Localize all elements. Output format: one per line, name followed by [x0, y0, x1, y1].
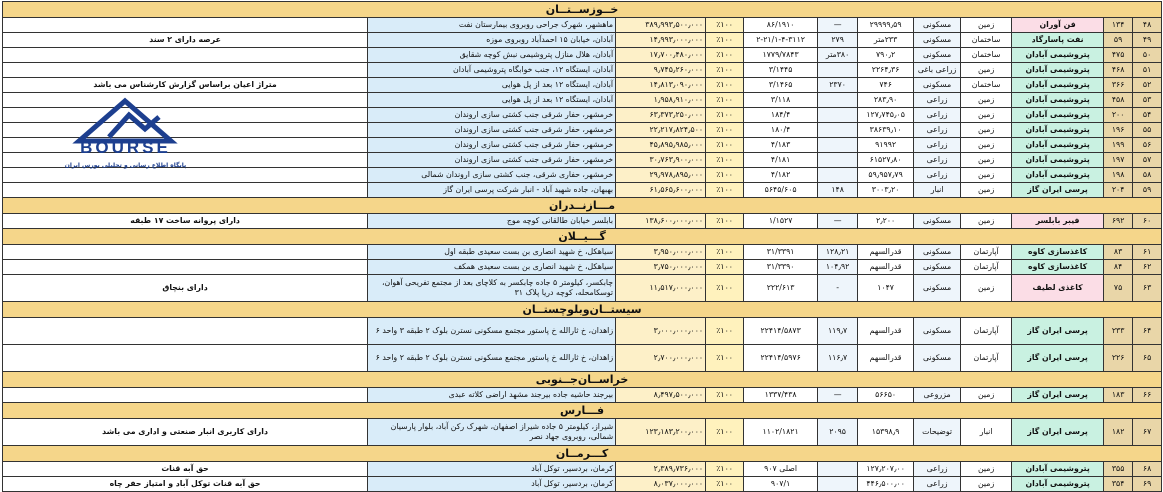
ownership-percent-cell: ٪۱۰۰ [706, 63, 744, 78]
row-number-cell: ۵۵ [1133, 123, 1162, 138]
usage-type-cell: زراعی [914, 477, 961, 492]
price-cell: ۲۲٫۲۱۷٫۸۲۴٫۵۰۰ [616, 123, 706, 138]
usage-type-cell: مسکونی [914, 214, 961, 229]
property-kind-cell: زمین [961, 388, 1012, 403]
plaque-cell: ۱۳۳۷/۴۳۸ [744, 388, 818, 403]
price-cell: ۸٫۴۹۷٫۵۰۰٫۰۰۰ [616, 388, 706, 403]
region-header-row [3, 2, 1162, 18]
property-kind-cell: زمین [961, 63, 1012, 78]
note-cell: حق آبه قنات توکل آباد و امتیاز حفر چاه [3, 477, 368, 492]
note-cell: متراژ اعیان براساس گزارش کارشناس می باشد [3, 78, 368, 93]
building-area-cell [818, 138, 858, 153]
address-cell: شیراز، کیلومتر ۵ جاده شیراز اصفهان، شهرک رکن آباد، بلوار پارسیان شمالی، روبروی جهاد نصر [368, 419, 616, 446]
address-cell: چابکسر، کیلومتر ۵ جاده چابکسر به کلاچای بعد از مجتمع تفریحی آهوان، توسکامحله، کوچه دریا پلاک ۳۱ [368, 275, 616, 302]
bourse-logo-text: BOURSE [80, 138, 171, 157]
code-cell: ۱۹۶ [1104, 123, 1133, 138]
area-cell: ۵۶۶۵۰ [858, 388, 914, 403]
plaque-cell: ۳۱/۳۳۹۰ [744, 260, 818, 275]
owner-company-cell: پتروشیمی آبادان [1012, 108, 1104, 123]
usage-type-cell: مسکونی [914, 260, 961, 275]
property-kind-cell: ساختمان [961, 78, 1012, 93]
address-cell: بیرجند حاشیه جاده بیرجند مشهد اراضی کلاته عبدی [368, 388, 616, 403]
region-title: سیستــان‌وبلوچستــان [3, 302, 1162, 318]
building-area-cell: ۱۴۸ [818, 183, 858, 198]
property-kind-cell: انبار [961, 419, 1012, 446]
usage-type-cell: مسکونی [914, 245, 961, 260]
address-cell: خرمشهر، حفار شرقی جنب کشتی سازی اروندان [368, 108, 616, 123]
ownership-percent-cell: ٪۱۰۰ [706, 419, 744, 446]
building-area-cell: — [818, 388, 858, 403]
area-cell: ۱۵۳۹۸٫۹ [858, 419, 914, 446]
building-area-cell: — [818, 214, 858, 229]
building-area-cell: - [818, 275, 858, 302]
table-row [3, 462, 1162, 477]
plaque-cell: ۵۶۴۵/۶۰۵ [744, 183, 818, 198]
ownership-percent-cell: ٪۱۰۰ [706, 153, 744, 168]
code-cell: ۸۴ [1104, 260, 1133, 275]
row-number-cell: ۵۱ [1133, 63, 1162, 78]
plaque-cell: ۴/۱۸۱ [744, 153, 818, 168]
price-cell: ۹٫۷۴۵٫۲۶۰٫۰۰۰ [616, 63, 706, 78]
row-number-cell: ۶۴ [1133, 318, 1162, 345]
property-kind-cell: آپارتمان [961, 318, 1012, 345]
area-cell: قدرالسهم [858, 245, 914, 260]
note-cell [3, 388, 368, 403]
table-row [3, 214, 1162, 229]
property-kind-cell: زمین [961, 183, 1012, 198]
ownership-percent-cell: ٪۱۰۰ [706, 123, 744, 138]
price-cell: ۱۲۳٫۱۸۳٫۲۰۰٫۰۰۰ [616, 419, 706, 446]
code-cell: ۳۵۴ [1104, 477, 1133, 492]
note-cell [3, 183, 368, 198]
building-area-cell: ۱۲۸٫۲۱ [818, 245, 858, 260]
usage-type-cell: زراعی [914, 93, 961, 108]
note-cell [3, 345, 368, 372]
building-area-cell: ۱۰۴٫۹۲ [818, 260, 858, 275]
code-cell: ۱۸۳ [1104, 388, 1133, 403]
usage-type-cell: مسکونی [914, 48, 961, 63]
price-cell: ۱۷٫۷۰۰٫۴۸۰٫۰۰۰ [616, 48, 706, 63]
plaque-cell: ۱۱۰۲/۱۸۲۱ [744, 419, 818, 446]
building-area-cell [818, 462, 858, 477]
ownership-percent-cell: ٪۱۰۰ [706, 168, 744, 183]
region-title: مـــازنــدران [3, 198, 1162, 214]
area-cell: ۲۳۳متر [858, 33, 914, 48]
owner-company-cell: فن آوران [1012, 18, 1104, 33]
ownership-percent-cell: ٪۱۰۰ [706, 345, 744, 372]
plaque-cell: ۲-۲۱/۱-۴-۳۱۱۲ [744, 33, 818, 48]
property-kind-cell: زمین [961, 138, 1012, 153]
ownership-percent-cell: ٪۱۰۰ [706, 275, 744, 302]
building-area-cell [818, 153, 858, 168]
property-kind-cell: زمین [961, 214, 1012, 229]
address-cell: خرمشهر، حفار شرقی جنب کشتی سازی اروندان [368, 123, 616, 138]
ownership-percent-cell: ٪۱۰۰ [706, 260, 744, 275]
note-cell [3, 93, 368, 169]
owner-company-cell: پرسی ایران گاز [1012, 388, 1104, 403]
area-cell: ۶۱۵۲۷٫۸۰ [858, 153, 914, 168]
table-row [3, 275, 1162, 302]
price-cell: ۱۱٫۵۱۷٫۰۰۰٫۰۰۰ [616, 275, 706, 302]
table-row [3, 318, 1162, 345]
address-cell: خرمشهر، حفار شرقی جنب کشتی سازی اروندان [368, 138, 616, 153]
row-number-cell: ۶۵ [1133, 345, 1162, 372]
address-cell: آبادان، ایستگاه ۱۲ بعد از پل هوایی [368, 78, 616, 93]
table-row [3, 63, 1162, 78]
owner-company-cell: پتروشیمی آبادان [1012, 477, 1104, 492]
bourse-logo-mark [53, 97, 198, 169]
price-cell: ۶۱٫۵۶۵٫۶۰۰٫۰۰۰ [616, 183, 706, 198]
bourse-logo [53, 97, 198, 169]
note-cell [3, 63, 368, 78]
code-cell: ۶۹۲ [1104, 214, 1133, 229]
row-number-cell: ۵۴ [1133, 108, 1162, 123]
area-cell: ۳۸۶۳۹٫۱۰ [858, 123, 914, 138]
price-cell: ۱۳۸٫۶۰۰٫۰۰۰٫۰۰۰ [616, 214, 706, 229]
table-row [3, 78, 1162, 93]
note-cell [3, 245, 368, 260]
area-cell: ۷۴۶ [858, 78, 914, 93]
usage-type-cell: مسکونی [914, 33, 961, 48]
price-cell: ۳٫۹۵۰٫۰۰۰٫۰۰۰ [616, 245, 706, 260]
region-title: خراســان‌جــنوبی [3, 372, 1162, 388]
price-cell: ۳۸۹٫۹۹۳٫۵۰۰٫۰۰۰ [616, 18, 706, 33]
address-cell: آبادان، ایستگاه ۱۲ بعد از پل هوایی [368, 93, 616, 108]
area-cell: قدرالسهم [858, 318, 914, 345]
plaque-cell: ۳/۱۴۴۵ [744, 63, 818, 78]
address-cell: خرمشهر، حفاری شرقی، جنب کشتی سازی اروندان شمالی [368, 168, 616, 183]
note-cell: دارای بنچاق [3, 275, 368, 302]
price-cell: ۱۴٫۸۱۳٫۰۹۰٫۰۰۰ [616, 78, 706, 93]
building-area-cell [818, 123, 858, 138]
building-area-cell: ۱۱۹٫۷ [818, 318, 858, 345]
usage-type-cell: مزروعی [914, 388, 961, 403]
owner-company-cell: پتروشیمی آبادان [1012, 93, 1104, 108]
property-kind-cell: آپارتمان [961, 260, 1012, 275]
area-cell: قدرالسهم [858, 345, 914, 372]
address-cell: سیاهکل، خ شهید انصاری بن بست سعیدی همکف [368, 260, 616, 275]
plaque-cell: ۸۶/۱۹۱۰ [744, 18, 818, 33]
plaque-cell: ۹۰۷/۱ [744, 477, 818, 492]
address-cell: خرمشهر، حفار شرقی جنب کشتی سازی اروندان [368, 153, 616, 168]
owner-company-cell: پتروشیمی آبادان [1012, 138, 1104, 153]
property-kind-cell: آپارتمان [961, 345, 1012, 372]
area-cell: ۲٫۲۰۰ [858, 214, 914, 229]
owner-company-cell: پتروشیمی آبادان [1012, 63, 1104, 78]
region-header-row [3, 372, 1162, 388]
price-cell: ۸٫۰۳۷٫۰۰۰٫۰۰۰ [616, 477, 706, 492]
owner-company-cell: پرسی ایران گاز [1012, 345, 1104, 372]
price-cell: ۲۹٫۹۷۸٫۸۹۵٫۰۰۰ [616, 168, 706, 183]
price-cell: ۳۰٫۷۶۳٫۹۰۰٫۰۰۰ [616, 153, 706, 168]
building-area-cell [818, 108, 858, 123]
address-cell: سیاهکل، خ شهید انصاری بن بست سعیدی طبقه اول [368, 245, 616, 260]
row-number-cell: ۵۹ [1133, 183, 1162, 198]
ownership-percent-cell: ٪۱۰۰ [706, 388, 744, 403]
property-kind-cell: زمین [961, 462, 1012, 477]
property-kind-cell: ساختمان [961, 33, 1012, 48]
ownership-percent-cell: ٪۱۰۰ [706, 108, 744, 123]
ownership-percent-cell: ٪۱۰۰ [706, 93, 744, 108]
owner-company-cell: پرسی ایران گاز [1012, 419, 1104, 446]
usage-type-cell: مسکونی [914, 18, 961, 33]
code-cell: ۴۶۸ [1104, 63, 1133, 78]
area-cell: ۵۹٫۹۵۷٫۷۹ [858, 168, 914, 183]
usage-type-cell: مسکونی [914, 275, 961, 302]
address-cell: آبادان، هلال منازل پتروشیمی نبش کوچه شقایق [368, 48, 616, 63]
property-kind-cell: ساختمان [961, 48, 1012, 63]
code-cell: ۳۵۵ [1104, 462, 1133, 477]
building-area-cell [818, 93, 858, 108]
row-number-cell: ۶۲ [1133, 260, 1162, 275]
plaque-cell: ۱۷۷۹/۷۸۴۳ [744, 48, 818, 63]
table-row [3, 260, 1162, 275]
table-row [3, 419, 1162, 446]
row-number-cell: ۵۰ [1133, 48, 1162, 63]
row-number-cell: ۵۷ [1133, 153, 1162, 168]
row-number-cell: ۵۸ [1133, 168, 1162, 183]
row-number-cell: ۶۶ [1133, 388, 1162, 403]
area-cell: ۲۸۳٫۹۰ [858, 93, 914, 108]
area-cell: ۱۲۷٫۷۴۵٫۰۵ [858, 108, 914, 123]
usage-type-cell: زراعی [914, 108, 961, 123]
usage-type-cell: زراعی [914, 153, 961, 168]
property-kind-cell: زمین [961, 477, 1012, 492]
row-number-cell: ۶۸ [1133, 462, 1162, 477]
owner-company-cell: پتروشیمی آبادان [1012, 123, 1104, 138]
region-title: خــوزســتــان [3, 2, 1162, 18]
building-area-cell: ۲۳۷۰ [818, 78, 858, 93]
region-header-row [3, 403, 1162, 419]
owner-company-cell: پرسی ایران گاز [1012, 318, 1104, 345]
region-title: کـــرمــان [3, 446, 1162, 462]
code-cell: ۴۷۵ [1104, 48, 1133, 63]
area-cell: قدرالسهم [858, 260, 914, 275]
plaque-cell: ۲۲۲/۶۱۳ [744, 275, 818, 302]
row-number-cell: ۵۶ [1133, 138, 1162, 153]
plaque-cell: ۱۸۴/۴ [744, 108, 818, 123]
owner-company-cell: پتروشیمی آبادان [1012, 78, 1104, 93]
row-number-cell: ۶۷ [1133, 419, 1162, 446]
plaque-cell: ۴/۱۸۲ [744, 168, 818, 183]
note-cell: دارای پروانه ساخت ۱۷ طبقه [3, 214, 368, 229]
property-kind-cell: زمین [961, 153, 1012, 168]
note-cell [3, 260, 368, 275]
usage-type-cell: توضیحات [914, 419, 961, 446]
property-kind-cell: زمین [961, 93, 1012, 108]
plaque-cell: ۳/۱۴۶۵ [744, 78, 818, 93]
properties-table [2, 1, 1162, 492]
property-kind-cell: آپارتمان [961, 245, 1012, 260]
address-cell: زاهدان، خ ثارالله خ پاستور مجتمع مسکونی نسترن بلوک ۲ طبقه ۳ واحد ۶ [368, 318, 616, 345]
plaque-cell: ۳/۱۱۸ [744, 93, 818, 108]
price-cell: ۴۵٫۸۹۵٫۹۸۵٫۰۰۰ [616, 138, 706, 153]
price-cell: ۳٫۷۵۰٫۰۰۰٫۰۰۰ [616, 260, 706, 275]
price-cell: ۱٫۹۵۸٫۹۱۰٫۰۰۰ [616, 93, 706, 108]
price-cell: ۳٫۰۰۰٫۰۰۰٫۰۰۰ [616, 318, 706, 345]
code-cell: ۵۹ [1104, 33, 1133, 48]
property-kind-cell: زمین [961, 18, 1012, 33]
property-kind-cell: زمین [961, 168, 1012, 183]
owner-company-cell: پتروشیمی آبادان [1012, 48, 1104, 63]
usage-type-cell: زراعی [914, 123, 961, 138]
address-cell: زاهدان، خ ثارالله خ پاستور مجتمع مسکونی نسترن بلوک ۲ طبقه ۲ واحد ۶ [368, 345, 616, 372]
note-cell [3, 318, 368, 345]
row-number-cell: ۵۲ [1133, 78, 1162, 93]
building-area-cell: ۲۷۹ [818, 33, 858, 48]
ownership-percent-cell: ٪۱۰۰ [706, 462, 744, 477]
building-area-cell: ۲۰۹۵ [818, 419, 858, 446]
row-number-cell: ۴۸ [1133, 18, 1162, 33]
building-area-cell: — [818, 18, 858, 33]
building-area-cell: ۱۱۶٫۷ [818, 345, 858, 372]
plaque-cell: ۲۲۴۱۴/۵۹۷۶ [744, 345, 818, 372]
ownership-percent-cell: ٪۱۰۰ [706, 477, 744, 492]
plaque-cell: ۱۸۰/۴ [744, 123, 818, 138]
address-cell: کرمان، بردسیر، توکل آباد [368, 477, 616, 492]
table-row [3, 183, 1162, 198]
bourse-logo-tagline: پایگاه اطلاع رسانی و تحلیلی بورس ایران [64, 162, 187, 169]
note-cell: عرصه دارای ۲ سند [3, 33, 368, 48]
price-cell: ۲٫۳۸۹٫۷۳۶٫۰۰۰ [616, 462, 706, 477]
region-header-row [3, 229, 1162, 245]
row-number-cell: ۶۹ [1133, 477, 1162, 492]
region-title: فـــارس [3, 403, 1162, 419]
code-cell: ۲۳۳ [1104, 318, 1133, 345]
ownership-percent-cell: ٪۱۰۰ [706, 48, 744, 63]
plaque-cell: ۳۱/۳۳۹۱ [744, 245, 818, 260]
row-number-cell: ۵۳ [1133, 93, 1162, 108]
ownership-percent-cell: ٪۱۰۰ [706, 318, 744, 345]
note-cell: دارای کاربری انبار صنعتی و اداری می باشد [3, 419, 368, 446]
ownership-percent-cell: ٪۱۰۰ [706, 138, 744, 153]
building-area-cell: ۳۸۰متر [818, 48, 858, 63]
ownership-percent-cell: ٪۱۰۰ [706, 245, 744, 260]
owner-company-cell: پتروشیمی آبادان [1012, 462, 1104, 477]
building-area-cell [818, 63, 858, 78]
code-cell: ۲۲۶ [1104, 345, 1133, 372]
owner-company-cell: پتروشیمی آبادان [1012, 153, 1104, 168]
ownership-percent-cell: ٪۱۰۰ [706, 183, 744, 198]
area-cell: ۷۹۰٫۲ [858, 48, 914, 63]
usage-type-cell: انبار [914, 183, 961, 198]
area-cell: ۹۱۹۹۲ [858, 138, 914, 153]
table-row [3, 18, 1162, 33]
code-cell: ۱۳۴ [1104, 18, 1133, 33]
owner-company-cell: پرسی ایران گاز [1012, 183, 1104, 198]
building-area-cell [818, 477, 858, 492]
property-kind-cell: زمین [961, 123, 1012, 138]
table-row [3, 245, 1162, 260]
address-cell: ماهشهر، شهرک جراحی روبروی بیمارستان نفت [368, 18, 616, 33]
price-cell: ۶۳٫۳۷۳٫۲۵۰٫۰۰۰ [616, 108, 706, 123]
property-kind-cell: زمین [961, 108, 1012, 123]
code-cell: ۲۰۴ [1104, 183, 1133, 198]
owner-company-cell: فیبر بابلسر [1012, 214, 1104, 229]
code-cell: ۸۳ [1104, 245, 1133, 260]
usage-type-cell: زراعی باغی [914, 63, 961, 78]
note-cell [3, 18, 368, 33]
price-cell: ۱۴٫۹۹۳٫۰۰۰٫۰۰۰ [616, 33, 706, 48]
table-row [3, 48, 1162, 63]
price-cell: ۲٫۷۰۰٫۰۰۰٫۰۰۰ [616, 345, 706, 372]
owner-company-cell: کاغذی لطیف [1012, 275, 1104, 302]
code-cell: ۴۵۸ [1104, 93, 1133, 108]
row-number-cell: ۶۳ [1133, 275, 1162, 302]
code-cell: ۱۸۲ [1104, 419, 1133, 446]
code-cell: ۱۹۹ [1104, 138, 1133, 153]
area-cell: ۱۰۴۷ [858, 275, 914, 302]
address-cell: بهبهان، جاده شهید آباد - انبار شرکت پرسی ایران گاز [368, 183, 616, 198]
area-cell: ۳۰۰۳٫۲۰ [858, 183, 914, 198]
row-number-cell: ۶۱ [1133, 245, 1162, 260]
code-cell: ۷۵ [1104, 275, 1133, 302]
property-kind-cell: زمین [961, 275, 1012, 302]
address-cell: آبادان، خیابان ۱۵ احمدآباد روبروی موزه [368, 33, 616, 48]
code-cell: ۱۹۸ [1104, 168, 1133, 183]
usage-type-cell: زراعی [914, 168, 961, 183]
code-cell: ۳۶۶ [1104, 78, 1133, 93]
usage-type-cell: مسکونی [914, 78, 961, 93]
table-row [3, 345, 1162, 372]
owner-company-cell: پتروشیمی آبادان [1012, 168, 1104, 183]
area-cell: ۲۹۹۹۹٫۵۹ [858, 18, 914, 33]
ownership-percent-cell: ٪۱۰۰ [706, 214, 744, 229]
ownership-percent-cell: ٪۱۰۰ [706, 18, 744, 33]
table-row [3, 33, 1162, 48]
region-header-row [3, 198, 1162, 214]
usage-type-cell: مسکونی [914, 318, 961, 345]
table-row [3, 477, 1162, 492]
code-cell: ۲۰۰ [1104, 108, 1133, 123]
region-header-row [3, 302, 1162, 318]
region-title: گـــیــلان [3, 229, 1162, 245]
note-cell: حق آبه قنات [3, 462, 368, 477]
note-cell [3, 48, 368, 63]
address-cell: کرمان، بردسیر، توکل آباد [368, 462, 616, 477]
area-cell: ۱۲۷٫۲۰۷٫۰۰ [858, 462, 914, 477]
usage-type-cell: مسکونی [914, 345, 961, 372]
row-number-cell: ۶۰ [1133, 214, 1162, 229]
area-cell: ۲۲۶۴٫۳۶ [858, 63, 914, 78]
ownership-percent-cell: ٪۱۰۰ [706, 33, 744, 48]
area-cell: ۴۴۶٫۵۰۰٫۰۰ [858, 477, 914, 492]
region-header-row [3, 446, 1162, 462]
table-row [3, 93, 1162, 108]
owner-company-cell: کاغذسازی کاوه [1012, 245, 1104, 260]
plaque-cell: ۴/۱۸۳ [744, 138, 818, 153]
building-area-cell [818, 168, 858, 183]
usage-type-cell: زراعی [914, 462, 961, 477]
row-number-cell: ۴۹ [1133, 33, 1162, 48]
code-cell: ۱۹۷ [1104, 153, 1133, 168]
ownership-percent-cell: ٪۱۰۰ [706, 78, 744, 93]
table-row [3, 388, 1162, 403]
address-cell: بابلسر خیابان طالقانی کوچه موج [368, 214, 616, 229]
usage-type-cell: زراعی [914, 138, 961, 153]
address-cell: آبادان، ایستگاه ۱۲، جنب خوابگاه پتروشیمی آبادان [368, 63, 616, 78]
owner-company-cell: کاغذسازی کاوه [1012, 260, 1104, 275]
plaque-cell: ۱/۱۵۲۷ [744, 214, 818, 229]
plaque-cell: ۲۲۴۱۴/۵۸۷۳ [744, 318, 818, 345]
plaque-cell: اصلی ۹۰۷ [744, 462, 818, 477]
owner-company-cell: نفت پاسارگاد [1012, 33, 1104, 48]
